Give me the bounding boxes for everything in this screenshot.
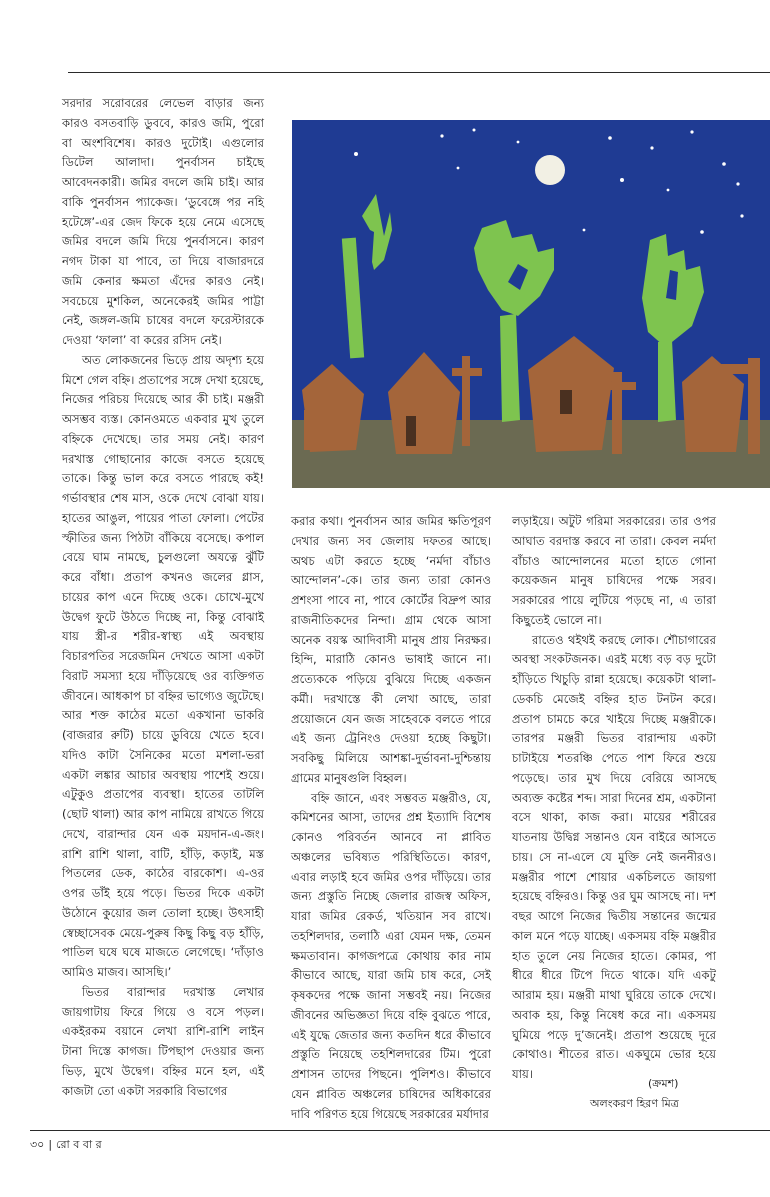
paragraph: ভিতর বারান্দার দরখাস্ত লেখার জায়গাটায় ফিরে গিয়ে ও বসে পড়ল। একইরকম বয়ানে লেখা রাশি-রাশি লাইন টানা দিস্তে কাগজ। টিপছাপ দেওয়ার জন্য ভিড়, মুখে উদ্বেগ। বহ্নির মনে হল, এই কাজটা তো একটা সরকারি বিভাগের [62, 984, 264, 1098]
paragraph: করার কথা। পুনর্বাসন আর জমির ক্ষতিপূরণ দেখার জন্য সব জেলায় দফতর আছে। অথচ এটা করতে হচ্ছে ‘নর্মদা বাঁচাও আন্দোলন’-কে। তার জন্য তারা কোনও প্রশংসা পাবে না, পাবে কোর্টের বিদ্রুপ আর রাজনীতিকদের নিন্দা। গ্রাম থেকে আসা অনেক বয়স্ক আদিবাসী মানুষ প্রায় নিরক্ষর। হিন্দি, মারাঠি কোনও ভাষাই জানে না। প্রত্যেককে পড়িয়ে বুঝিয়ে দিচ্ছে একজন কর্মী। দরখাস্তে কী লেখা আছে, তারা প্রয়োজনে যেন জজ সাহেবকে বলতে পারে এই জন্য ট্রেনিংও দেওয়া হচ্ছে কিছুটা। সবকিছু মিলিয়ে আশঙ্কা-দুর্ভাবনা-দুশ্চিন্তায় গ্রামের মানুষগুলি বিহ্বল। [291, 514, 491, 785]
illustration-artwork [292, 120, 770, 488]
moon [535, 155, 565, 185]
page-number: ৩০ [30, 1138, 45, 1151]
magazine-name: রো ব বা র [56, 1138, 102, 1151]
text-column-2 [291, 512, 491, 1124]
paragraph: বহ্নি জানে, এবং সম্ভবত মঞ্জরীও, যে, কমিশনের আসা, তাদের প্রশ্ন ইত্যাদি বিশেষ কোনও পরিবর্তন আনবে না প্লাবিত অঞ্চলের ভবিষ্যত পরিস্থিতিতে। কারণ, এবার লড়াই হবে জমির ওপর দাঁড়িয়ে। তার জন্য প্রস্তুতি নিচ্ছে জেলার রাজস্ব অফিস, যারা জমির রেকর্ড, খতিয়ান সব রাখে। তহশিলদার, তলাঠি এরা যেমন দক্ষ, তেমন ক্ষমতাবান। কাগজপত্রে কোথায় কার নাম কীভাবে আছে, যারা জমি চাষ করে, সেই কৃষকদের পক্ষে জানা সম্ভবই নয়। নিজের জীবনের অভিজ্ঞতা দিয়ে বহ্নি বুঝতে পারে, এই যুদ্ধে জেতার জন্য কতদিন ধরে কীভাবে প্রস্তুতি নিয়েছে তহশিলদারের টিম। পুরো প্রশাসন তাদের পিছনে। পুলিশও। কীভাবে যেন প্লাবিত অঞ্চলের চাষিদের অধিকারের দাবি পরিণত হয়ে গিয়েছে সরকারের মর্যাদার [291, 790, 491, 1121]
top-rule [68, 72, 770, 73]
illustration-credit: অলংকরণ হিরণ মিত্র [590, 1097, 679, 1110]
footer-separator: | [48, 1138, 53, 1151]
paragraph: রাতেও থইথই করছে লোক। শৌচাগারের অবস্থা সংকটজনক। এরই মধ্যে বড় বড় দুটো হাঁড়িতে খিচুড়ি রান্না হয়েছে। কয়েকটা থালা-ডেকচি মেজেই বহ্নির হাত টনটন করে। প্রতাপ চামচে করে খাইয়ে দিচ্ছে মঞ্জরীকে। তারপর মঞ্জরী ভিতর বারান্দায় একটা চাটাইয়ে শতরঞ্চি পেতে পাশ ফিরে শুয়ে পড়েছে। তার মুখ দিয়ে বেরিয়ে আসছে অব্যক্ত কষ্টের শব্দ। সারা দিনের শ্রম, একটানা বসে থাকা, কাজ করা। মায়ের শরীরের যাতনায় উদ্বিগ্ন সন্তানও যেন বাইরে আসতে চায়। সে না-এলে যে মুক্তি নেই জননীরও। মঞ্জরীর পাশে শোয়ার একচিলতে জায়গা হয়েছে বহ্নিরও। কিন্তু ওর ঘুম আসছে না। দশ বছর আগে নিজের দ্বিতীয় সন্তানের জন্মের কাল মনে পড়ে যাচ্ছে। একসময় বহ্নি মঞ্জরীর হাত তুলে নেয় নিজের হাতে। কোমর, পা ধীরে ধীরে টিপে দিতে থাকে। যদি একটু আরাম হয়। মঞ্জরী মাথা ঘুরিয়ে তাকে দেখে। অবাক হয়, কিন্তু নিষেধ করে না। একসময় ঘুমিয়ে পড়ে দু’জনেই। প্রতাপ শুয়েছে দূরে কোথাও। শীতের রাত। একঘুমে ভোর হয়ে যায়। [512, 632, 716, 1081]
paragraph: লড়াইয়ে। অটুট গরিমা সরকারের। তার ওপর আঘাত বরদাস্ত করবে না তারা। কেবল নর্মদা বাঁচাও আন্দোলনের মতো হাতে গোনা কয়েকজন মানুষ চাষিদের পক্ষে সরব। সরকারের পায়ে লুটিয়ে পড়ছে না, এ তারা কিছুতেই ভোলে না। [512, 514, 716, 627]
paragraph: সরদার সরোবরের লেভেল বাড়ার জন্য কারও বসতবাড়ি ডুববে, কারও জমি, পুরো বা অংশবিশেষ। কারও দুটোই। এগুলোর ডিটেল আলাদা। পুনর্বাসন চাইছে আবেদনকারী। জমির বদলে জমি চাই। আর বাকি পুনর্বাসন প্যাকেজ। ‘ডুবেঙ্গে পর নহি হটেঙ্গে’-এর জেদ ফিকে হয়ে নেমে এসেছে জমির বদলে জমি দিয়ে পুনর্বাসনে। কারণ নগদ টাকা যা পাবে, তা দিয়ে বাজারদরে জমি কেনার ক্ষমতা এঁদের কারও নেই। সবচেয়ে মুশকিল, অনেকেরই জমির পাট্টা নেই, জঙ্গল-জমি চাষের বদলে ফরেস্টারকে দেওয়া ‘ফালা’ বা করের রসিদ নেই। [62, 96, 264, 347]
text-column-3 [512, 512, 716, 1085]
paragraph: অত লোকজনের ভিড়ে প্রায় অদৃশ্য হয়ে মিশে গেল বহ্নি। প্রতাপের সঙ্গে দেখা হয়েছে, নিজের পরিচয় দিয়েছে আর কী চাই। মঞ্জরী অসম্ভব ব্যস্ত। কোনওমতে একবার মুখ তুলে বহ্নিকে দেখেছে। তার সময় নেই। কারণ দরখাস্ত গোছানোর কাজে বসতে হয়েছে তাকে। কিন্তু ভাল করে বসতে পারছে কই! গর্ভাবস্থার শেষ মাস, ওকে দেখে বোঝা যায়। হাতের আঙুল, পায়ের পাতা ফোলা। পেটের স্ফীতির জন্য পিঠটা বাঁকিয়ে বসেছে। কপাল বেয়ে ঘাম নামছে, চুলগুলো অযত্নে ঝুঁটি করে বাঁধা। প্রতাপ কখনও জলের গ্লাস, চায়ের কাপ এনে দিচ্ছে ওকে। চোখে-মুখে উদ্বেগ ফুটে উঠতে দিচ্ছে না, কিন্তু বোঝাই যায় স্ত্রী-র শরীর-স্বাস্থ্য এই অবস্থায় বিচারপতির সরেজমিন দেখতে আসা একটা বিরাট সমস্যা হয়ে দাঁড়িয়েছে ওর ব্যক্তিগত জীবনে। আধকাপ চা বহ্নির ভাগ্যেও জুটেছে। আর শক্ত কাঠের মতো একখানা ভাকরি (বাজরার রুটি) চায়ে ডুবিয়ে খেতে হবে। যদিও কাটা সৈনিকের মতো মশলা-ভরা একটা লঙ্কার আচার অবস্থায় পাশেই শুয়ে। এটুকুও প্রতাপের ব্যবস্থা। হাতের তাটলি (ছোট থালা) আর কাপ নামিয়ে রাখতে গিয়ে দেখে, বারান্দার যেন এক ময়দান-এ-জং। রাশি রাশি থালা, বাটি, হাঁড়ি, কড়াই, মস্ত পিতলের ডেক, কাঠের বারকোশ। এ-ওর ওপর ডাঁই হয়ে পড়ে। ভিতর দিকে একটা উঠোনে কুয়োর জল তোলা হচ্ছে। উৎসাহী স্বেচ্ছাসেবক মেয়ে-পুরুষ কিছু কিছু বড় হাঁড়ি, পাতিল ঘষে ঘষে মাজতে লেগেছে। ‘দাঁড়াও আমিও মাজব। আসছি।’ [62, 352, 264, 979]
continued-marker: (ক্রমশ) [648, 1077, 679, 1090]
text-column-1 [62, 94, 264, 1101]
page-footer [30, 1136, 102, 1155]
bottom-rule [30, 1130, 770, 1131]
